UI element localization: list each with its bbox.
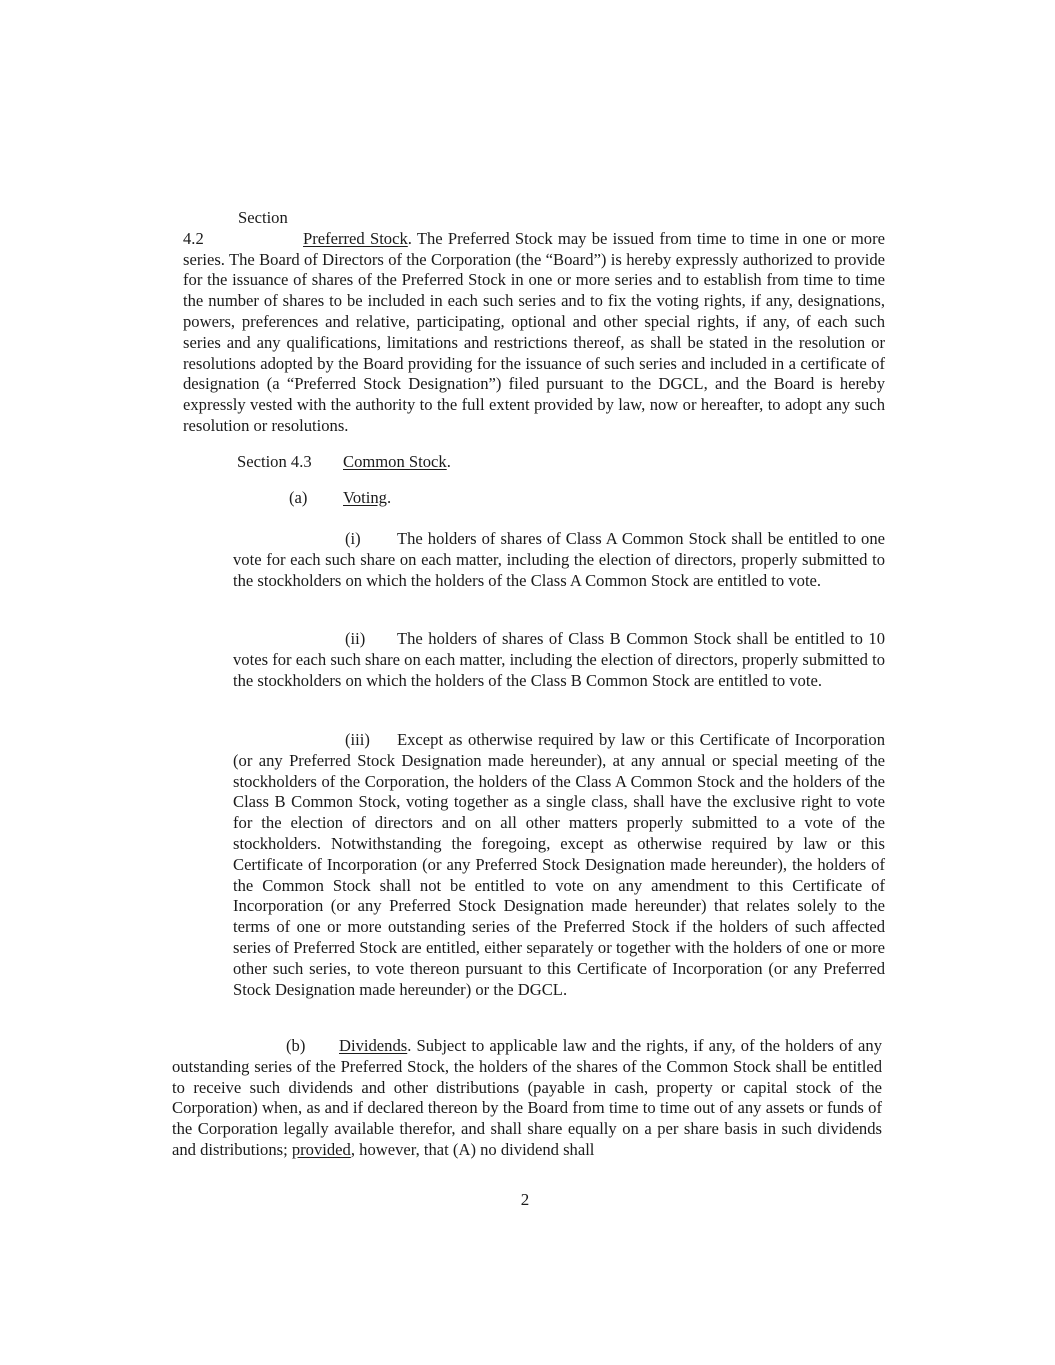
voting-item-iii-text: Except as otherwise required by law or this Certificate of Incorporation (or any Preferred Stock Designation made hereunder), at any annual or special meeting of the stockholders of the Corporation, the holders of the Class A Common Stock and the holders of the Class B Common Stock, voting together as a single class, shall have the exclusive right to vote for the election of directors and on all other matters properly submitted to a vote of the stockholders. Notwithstanding the foregoing, except as otherwise required by law or this Certificate of Incorporation (or any Preferred Stock Designation made hereunder), the holders of the Common Stock shall not be entitled to vote on any amendment to this Certificate of Incorporation (or any Preferred Stock Designation made hereunder) that relates solely to the terms of one or more outstanding series of the Preferred Stock if the holders of such affected series of Preferred Stock are entitled, either separately or together with the holders of one or more other such series, to vote thereon pursuant to this Certificate of Incorporation (or any Preferred Stock Designation made hereunder) or the DGCL. [233,730,885,999]
voting-label: (a) [289,488,308,507]
dividends-paragraph [172,1036,882,1161]
section-4-3-label: Section 4.3 [237,452,312,471]
provided-term: provided [291,1139,351,1159]
section-4-2-paragraph [183,208,885,437]
voting-heading: Voting [343,488,387,507]
section-4-2-label: Section 4.2 [183,208,288,248]
voting-item-iii-label: (iii) [345,730,370,749]
section-4-3-heading: Common Stock [343,452,447,471]
voting-heading-line [289,488,689,509]
dividends-body-2: , however, that (A) no dividend shall [350,1139,595,1159]
voting-item-iii [233,730,885,1000]
dividends-label: (b) [286,1036,306,1055]
section-4-2-body: . The Preferred Stock may be issued from time to time in one or more series. The Board of Directors of the Corporation (the “Board”) is hereby expressly authorized to provide for the issuance of shares of the Preferred Stock in one or more series and to establish from time to time the number of shares to be included in each such series and to fix the voting rights, if any, designations, powers, preferences and relative, participating, optional and other special rights, if any, of each such series and any qualifications, limitations and restrictions thereof, as shall be stated in the resolution or resolutions adopted by the Board providing for the issuance of such series and included in a certificate of designation (a “Preferred Stock Designation”) filed pursuant to the DGCL, and the Board is hereby expressly vested with the authority to the full extent provided by law, now or hereafter, to adopt any such resolution or resolutions. [183,228,885,435]
voting-item-i [233,529,885,591]
section-4-2-heading: Preferred Stock [303,228,408,248]
voting-heading-suffix: . [386,488,392,507]
dividends-heading: Dividends [339,1036,408,1055]
section-4-3-heading-line [237,452,887,473]
voting-item-ii [233,629,885,691]
voting-item-ii-text: The holders of shares of Class B Common Stock shall be entitled to 10 votes for each such share on each matter, including the election of directors, properly submitted to the stockholders on which the holders of the Class B Common Stock are entitled to vote. [233,629,885,690]
voting-item-i-text: The holders of shares of Class A Common Stock shall be entitled to one vote for each such share on each matter, including the election of directors, properly submitted to the stockholders on which the holders of the Class A Common Stock are entitled to vote. [233,529,885,590]
page-number: 2 [520,1190,530,1209]
voting-item-ii-label: (ii) [345,629,366,648]
dividends-body-1: . Subject to applicable law and the rights, if any, of the holders of any outstanding series of the Preferred Stock, the holders of the shares of the Common Stock shall be entitled to receive such dividends and other distributions (payable in cash, property or capital stock of the Corporation) when, as and if declared thereon by the Board from time to time out of any assets or funds of the Corporation legally available therefor, and shall share equally on a per share basis in such dividends and distributions; [172,1036,882,1159]
section-4-3-heading-suffix: . [446,452,451,471]
voting-item-i-label: (i) [345,529,361,548]
